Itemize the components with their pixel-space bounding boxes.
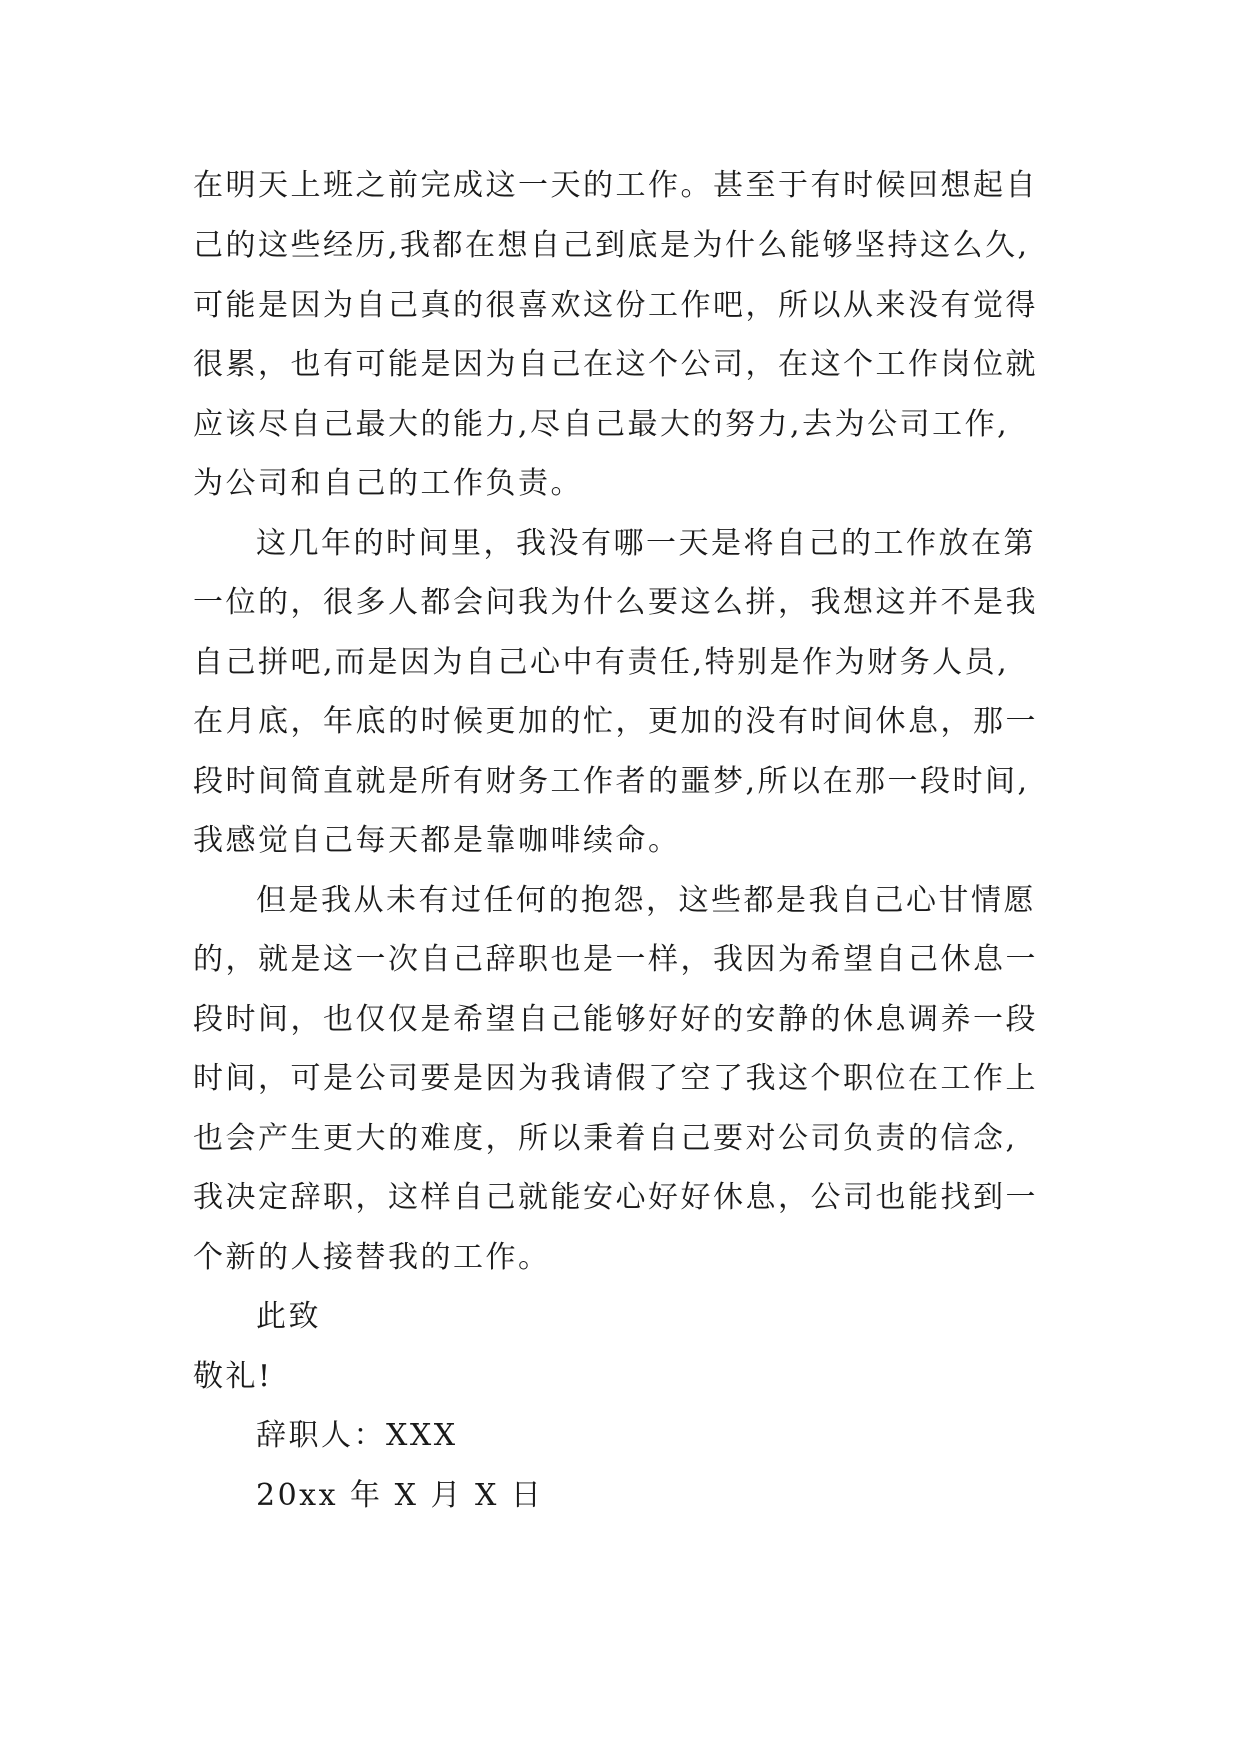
body-line: 自己拼吧,而是因为自己心中有责任,特别是作为财务人员,: [193, 645, 1010, 680]
body-line: 的，就是这一次自己辞职也是一样，我因为希望自己休息一: [193, 942, 1038, 977]
body-line: 为公司和自己的工作负责。: [193, 466, 583, 501]
date-line: 20xx 年 X 月 X 日: [256, 1478, 544, 1513]
body-line: 但是我从未有过任何的抱怨，这些都是我自己心甘情愿: [256, 883, 1036, 918]
body-line: 一位的，很多人都会问我为什么要这么拼，我想这并不是我: [193, 585, 1038, 620]
signature-line: 辞职人：XXX: [256, 1418, 458, 1453]
body-line: 己的这些经历,我都在想自己到底是为什么能够坚持这么久,: [193, 228, 1030, 263]
body-line: 个新的人接替我的工作。: [193, 1240, 551, 1275]
body-line: 很累，也有可能是因为自己在这个公司，在这个工作岗位就: [193, 347, 1038, 382]
body-line: 时间，可是公司要是因为我请假了空了我这个职位在工作上: [193, 1061, 1038, 1096]
body-line: 应该尽自己最大的能力,尽自己最大的努力,去为公司工作,: [193, 407, 1010, 442]
body-line: 在月底，年底的时候更加的忙，更加的没有时间休息，那一: [193, 704, 1038, 739]
body-line: 段时间简直就是所有财务工作者的噩梦,所以在那一段时间,: [193, 764, 1030, 799]
body-line: 这几年的时间里，我没有哪一天是将自己的工作放在第: [256, 526, 1036, 561]
salutation-line: 敬礼!: [193, 1359, 273, 1394]
body-line: 我感觉自己每天都是靠咖啡续命。: [193, 823, 681, 858]
closing-line: 此致: [256, 1299, 321, 1334]
body-line: 也会产生更大的难度，所以秉着自己要对公司负责的信念,: [193, 1121, 1018, 1156]
body-line: 段时间，也仅仅是希望自己能够好好的安静的休息调养一段: [193, 1002, 1038, 1037]
body-line: 在明天上班之前完成这一天的工作。甚至于有时候回想起自: [193, 168, 1038, 203]
body-line: 可能是因为自己真的很喜欢这份工作吧，所以从来没有觉得: [193, 288, 1038, 323]
body-line: 我决定辞职，这样自己就能安心好好休息，公司也能找到一: [193, 1180, 1038, 1215]
